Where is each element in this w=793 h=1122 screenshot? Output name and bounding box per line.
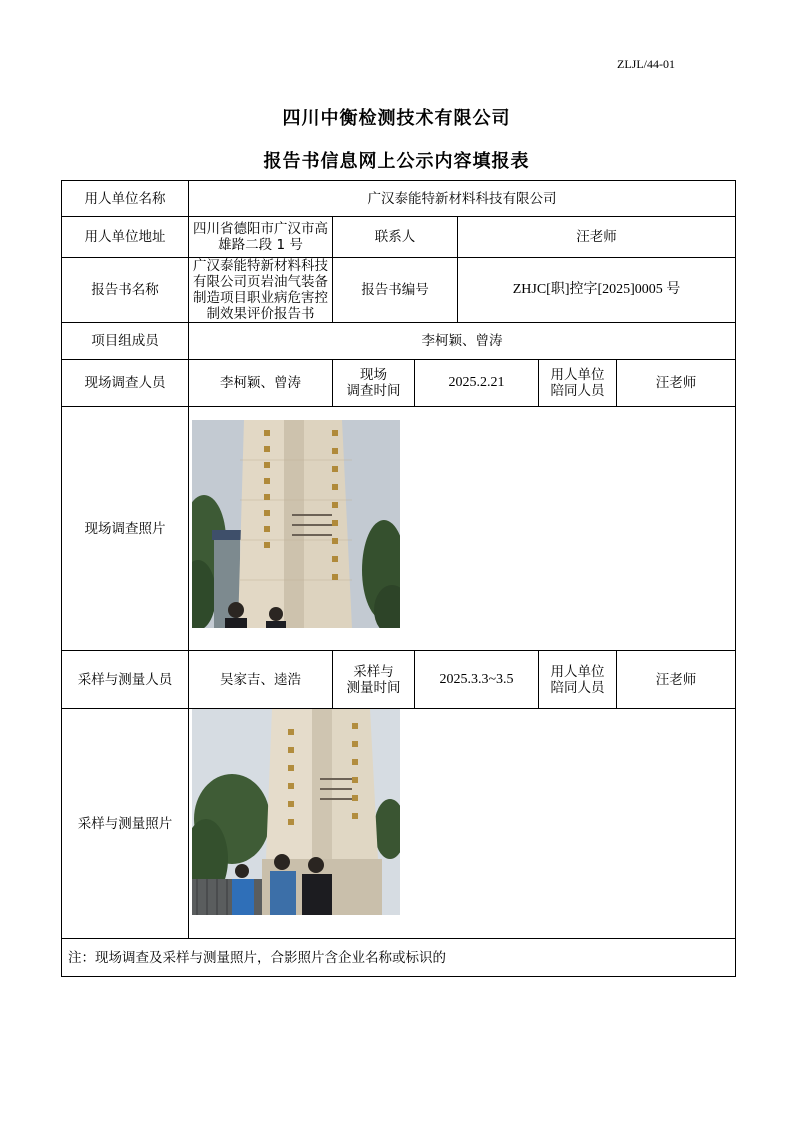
row-employer-name <box>62 181 736 217</box>
survey-photo-image <box>192 420 400 628</box>
row-report-name <box>62 258 736 323</box>
employer-name-value: 广汉泰能特新材料科技有限公司 <box>189 181 736 217</box>
sampling-time-label: 采样与 测量时间 <box>333 651 415 709</box>
survey-staff-value: 李柯颖、曾涛 <box>189 360 333 407</box>
row-survey <box>62 360 736 407</box>
row-employer-address <box>62 217 736 258</box>
survey-photo-label: 现场调查照片 <box>62 407 189 651</box>
contact-label: 联系人 <box>333 217 458 258</box>
row-survey-photo <box>62 407 736 651</box>
form-title: 报告书信息网上公示内容填报表 <box>263 151 530 172</box>
sampling-escort-value: 汪老师 <box>617 651 736 709</box>
team-value: 李柯颖、曾涛 <box>189 323 736 360</box>
survey-time-label: 现场 调查时间 <box>333 360 415 407</box>
document-code: ZLJL/44-01 <box>617 57 675 71</box>
sampling-photo-image <box>192 709 400 915</box>
contact-value: 汪老师 <box>458 217 736 258</box>
survey-escort-label: 用人单位 陪同人员 <box>539 360 617 407</box>
survey-escort-value: 汪老师 <box>617 360 736 407</box>
survey-staff-label: 现场调查人员 <box>62 360 189 407</box>
report-name-label: 报告书名称 <box>62 258 189 323</box>
sampling-photo-label: 采样与测量照片 <box>62 709 189 939</box>
employer-address-value: 四川省德阳市广汉市高雄路二段 1 号 <box>189 217 333 258</box>
sampling-staff-value: 吴家吉、逵浩 <box>189 651 333 709</box>
employer-name-label: 用人单位名称 <box>62 181 189 217</box>
survey-time-value: 2025.2.21 <box>415 360 539 407</box>
survey-photo <box>192 420 400 628</box>
team-label: 项目组成员 <box>62 323 189 360</box>
report-name-value: 广汉泰能特新材料科技有限公司页岩油气装备制造项目职业病危害控制效果评价报告书 <box>189 258 333 323</box>
row-sampling-photo <box>62 709 736 939</box>
report-no-value: ZHJC[职]控字[2025]0005 号 <box>458 258 736 323</box>
row-sampling <box>62 651 736 709</box>
sampling-photo <box>192 709 400 915</box>
row-team <box>62 323 736 360</box>
sampling-staff-label: 采样与测量人员 <box>62 651 189 709</box>
report-no-label: 报告书编号 <box>333 258 458 323</box>
sampling-escort-label: 用人单位 陪同人员 <box>539 651 617 709</box>
company-name: 四川中衡检测技术有限公司 <box>282 108 511 129</box>
sampling-time-value: 2025.3.3~3.5 <box>415 651 539 709</box>
employer-address-label: 用人单位地址 <box>62 217 189 258</box>
disclosure-form-table <box>61 180 736 977</box>
note: 注：现场调查及采样与测量照片，合影照片含企业名称或标识的 <box>62 939 736 977</box>
row-note <box>62 939 736 977</box>
